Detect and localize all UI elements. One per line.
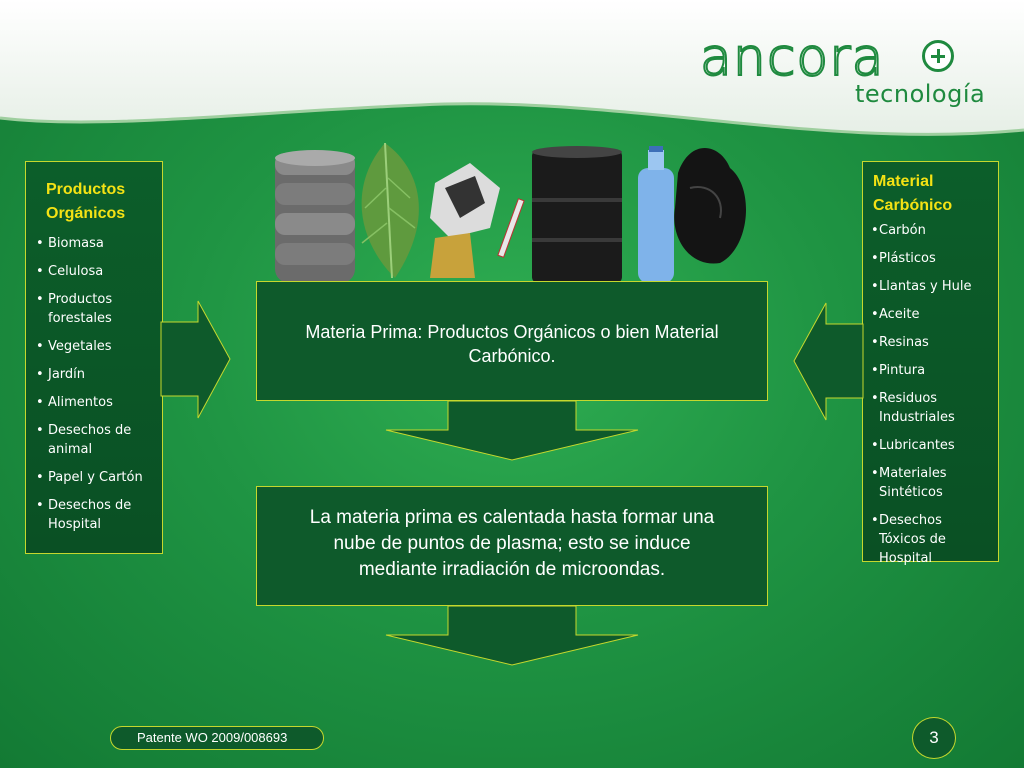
list-item: • Lubricantes bbox=[871, 436, 992, 455]
garbage-bag-image bbox=[674, 148, 746, 264]
tires-image bbox=[275, 150, 355, 283]
list-item: • Desechos de Hospital bbox=[34, 496, 156, 534]
list-item: • Pintura bbox=[871, 361, 992, 380]
down-arrow-icon bbox=[384, 605, 640, 667]
ancora-logo bbox=[700, 28, 986, 108]
down-arrow-icon bbox=[384, 400, 640, 462]
list-item: • Vegetales bbox=[34, 337, 156, 356]
list-item: • Papel y Cartón bbox=[34, 468, 156, 487]
plasma-process-box bbox=[256, 486, 768, 606]
carbon-material-list bbox=[871, 221, 992, 568]
list-item: • Materiales Sintéticos bbox=[871, 464, 992, 502]
carbon-material-panel bbox=[862, 161, 999, 566]
list-item: • Aceite bbox=[871, 305, 992, 324]
list-item: • Carbón bbox=[871, 221, 992, 240]
list-item: • Celulosa bbox=[34, 262, 156, 281]
list-item: • Llantas y Hule bbox=[871, 277, 992, 296]
plasma-process-text: La materia prima es calentada hasta formar una nube de puntos de plasma; esto se induce mediante irradiación de microondas. bbox=[309, 507, 715, 580]
logo-subtitle: tecnología bbox=[855, 80, 986, 108]
right-arrow-icon bbox=[160, 300, 232, 420]
list-item: • Desechos Tóxicos de Hospital bbox=[871, 511, 992, 568]
list-item: • Desechos de animal bbox=[34, 421, 156, 459]
list-item: • Residuos Industriales bbox=[871, 389, 992, 427]
left-arrow-icon bbox=[792, 302, 864, 422]
list-item: • Plásticos bbox=[871, 249, 992, 268]
page-number: 3 bbox=[912, 717, 956, 759]
logo-wordmark: ancora bbox=[700, 28, 885, 88]
plastic-bottle-image bbox=[638, 146, 674, 283]
list-item: • Resinas bbox=[871, 333, 992, 352]
logo-star-icon bbox=[922, 40, 954, 72]
paper-coal-image bbox=[430, 163, 500, 278]
raw-material-box bbox=[256, 281, 768, 401]
organic-products-title: Productos Orgánicos bbox=[46, 181, 126, 222]
list-item: • Jardín bbox=[34, 365, 156, 384]
organic-products-list bbox=[34, 234, 156, 534]
patent-label: Patente WO 2009/008693 bbox=[110, 726, 324, 750]
carbon-material-title: Material Carbónico bbox=[873, 173, 953, 214]
oil-drum-image bbox=[532, 146, 622, 283]
list-item: • Alimentos bbox=[34, 393, 156, 412]
raw-materials-photo bbox=[270, 128, 760, 283]
raw-material-text: Materia Prima: Productos Orgánicos o bien Material Carbónico. bbox=[305, 322, 719, 366]
list-item: • Biomasa bbox=[34, 234, 156, 253]
syringe-image bbox=[498, 199, 524, 257]
leaf-image bbox=[362, 143, 419, 278]
organic-products-panel bbox=[25, 161, 163, 554]
list-item: • Productos forestales bbox=[34, 290, 156, 328]
